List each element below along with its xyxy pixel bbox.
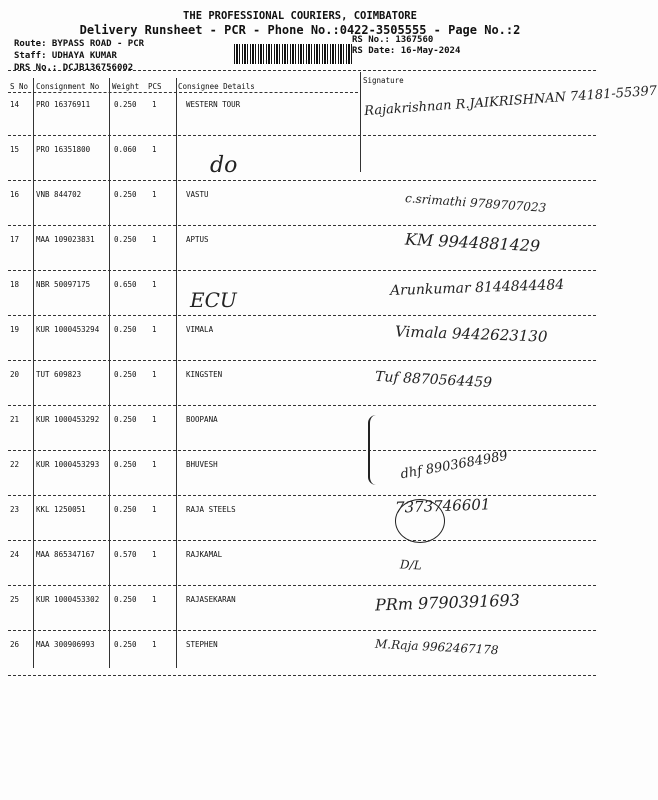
row-pcs: 1 <box>152 595 157 604</box>
row-consignee: VIMALA <box>186 325 214 334</box>
rs-number: RS No.: 1367560 <box>352 35 434 45</box>
row-divider <box>8 450 596 451</box>
row-divider <box>8 675 596 676</box>
row-pcs: 1 <box>152 235 157 244</box>
row-consignee: KINGSTEN <box>186 370 223 379</box>
row-consignment-no: PRO 16376911 <box>36 100 91 109</box>
route-label: Route: BYPASS ROAD - PCR <box>14 39 145 49</box>
col-header-pcs: PCS <box>148 82 162 91</box>
row-consignee: RAJKAMAL <box>186 550 223 559</box>
row-weight: 0.250 <box>114 505 137 514</box>
header-bottom-divider <box>8 92 358 93</box>
column-divider <box>33 78 34 668</box>
signature-handwriting: Vimala 9442623130 <box>394 322 548 346</box>
row-consignment-no: KUR 1000453292 <box>36 415 100 424</box>
row-divider <box>8 225 596 226</box>
row-consignee: VASTU <box>186 190 209 199</box>
row-weight: 0.570 <box>114 550 137 559</box>
document-title: THE PROFESSIONAL COURIERS, COIMBATORE <box>183 10 417 22</box>
row-pcs: 1 <box>152 100 157 109</box>
row-sno: 21 <box>10 415 20 424</box>
row-sno: 17 <box>10 235 20 244</box>
row-pcs: 1 <box>152 640 157 649</box>
row-consignee: BOOPANA <box>186 415 218 424</box>
row-sno: 20 <box>10 370 20 379</box>
row-weight: 0.250 <box>114 235 137 244</box>
column-divider <box>360 72 361 172</box>
row-consignee: BHUVESH <box>186 460 218 469</box>
row-pcs: 1 <box>152 415 157 424</box>
row-sno: 22 <box>10 460 20 469</box>
handwritten-note: do <box>210 153 238 178</box>
row-weight: 0.250 <box>114 325 137 334</box>
row-weight: 0.250 <box>114 100 137 109</box>
row-divider <box>8 585 596 586</box>
row-divider <box>8 495 596 496</box>
row-sno: 25 <box>10 595 20 604</box>
rs-date: RS Date: 16-May-2024 <box>352 46 461 56</box>
signature-handwriting: KM 9944881429 <box>404 229 541 256</box>
row-consignee: RAJASEKARAN <box>186 595 236 604</box>
row-divider <box>8 315 596 316</box>
signature-handwriting: M.Raja 9962467178 <box>374 636 499 658</box>
col-header-signature: Signature <box>363 76 404 85</box>
row-weight: 0.250 <box>114 415 137 424</box>
row-weight: 0.250 <box>114 190 137 199</box>
row-pcs: 1 <box>152 460 157 469</box>
row-weight: 0.250 <box>114 595 137 604</box>
row-consignment-no: KKL 1250051 <box>36 505 86 514</box>
row-pcs: 1 <box>152 505 157 514</box>
row-pcs: 1 <box>152 145 157 154</box>
row-consignee: STEPHEN <box>186 640 218 649</box>
signature-handwriting: c.srimathi 9789707023 <box>404 191 547 215</box>
row-pcs: 1 <box>152 550 157 559</box>
drs-number: DRS No.: DCJB136756002 <box>14 63 134 73</box>
signature-handwriting: Arunkumar 8144844484 <box>389 276 565 300</box>
row-consignment-no: MAA 109023831 <box>36 235 95 244</box>
row-consignment-no: VNB 844702 <box>36 190 82 199</box>
row-consignment-no: MAA 300906993 <box>36 640 95 649</box>
row-weight: 0.250 <box>114 640 137 649</box>
row-sno: 16 <box>10 190 20 199</box>
row-sno: 23 <box>10 505 20 514</box>
row-consignment-no: KUR 1000453293 <box>36 460 100 469</box>
row-consignment-no: NBR 50097175 <box>36 280 91 289</box>
col-header-sno: S No <box>10 82 29 91</box>
row-consignment-no: KUR 1000453302 <box>36 595 100 604</box>
row-sno: 14 <box>10 100 20 109</box>
col-header-weight: Weight <box>112 82 140 91</box>
col-header-consignee: Consignee Details <box>178 82 255 91</box>
staff-label: Staff: UDHAYA KUMAR <box>14 51 117 61</box>
column-divider <box>176 78 177 668</box>
row-divider <box>8 180 596 181</box>
signature-handwriting: D/L <box>399 557 422 573</box>
column-divider <box>109 78 110 668</box>
row-pcs: 1 <box>152 190 157 199</box>
row-divider <box>8 270 596 271</box>
row-divider <box>8 540 596 541</box>
row-sno: 18 <box>10 280 20 289</box>
row-divider <box>8 630 596 631</box>
row-sno: 15 <box>10 145 20 154</box>
row-sno: 26 <box>10 640 20 649</box>
row-consignment-no: MAA 865347167 <box>36 550 95 559</box>
row-consignment-no: PRO 16351800 <box>36 145 91 154</box>
row-pcs: 1 <box>152 370 157 379</box>
header-top-divider <box>8 70 596 71</box>
circle-mark <box>395 499 445 543</box>
row-consignment-no: TUT 609823 <box>36 370 82 379</box>
signature-handwriting: Rajakrishnan R.JAIKRISHNAN 74181-55397 <box>363 83 658 120</box>
row-weight: 0.250 <box>114 460 137 469</box>
row-consignment-no: KUR 1000453294 <box>36 325 100 334</box>
row-weight: 0.250 <box>114 370 137 379</box>
row-consignee: APTUS <box>186 235 209 244</box>
barcode <box>234 44 352 64</box>
row-consignee: WESTERN TOUR <box>186 100 241 109</box>
col-header-consignment: Consignment No <box>36 82 100 91</box>
row-divider <box>8 360 596 361</box>
row-pcs: 1 <box>152 325 157 334</box>
runsheet-subtitle: Delivery Runsheet - PCR - Phone No.:0422-3505555 - Page No.:2 <box>79 23 521 37</box>
row-divider <box>8 405 596 406</box>
row-sno: 19 <box>10 325 20 334</box>
row-pcs: 1 <box>152 280 157 289</box>
row-consignee: RAJA STEELS <box>186 505 236 514</box>
signature-handwriting: PRm 9790391693 <box>374 590 521 615</box>
bracket-mark <box>368 415 380 485</box>
handwritten-note: ECU <box>190 288 237 312</box>
row-weight: 0.650 <box>114 280 137 289</box>
signature-handwriting: Tuf 8870564459 <box>374 368 493 392</box>
row-sno: 24 <box>10 550 20 559</box>
signature-handwriting: 7373746601 <box>394 495 491 517</box>
signature-handwriting: dhf 8903684989 <box>399 448 509 483</box>
row-divider <box>8 135 596 136</box>
row-weight: 0.060 <box>114 145 137 154</box>
